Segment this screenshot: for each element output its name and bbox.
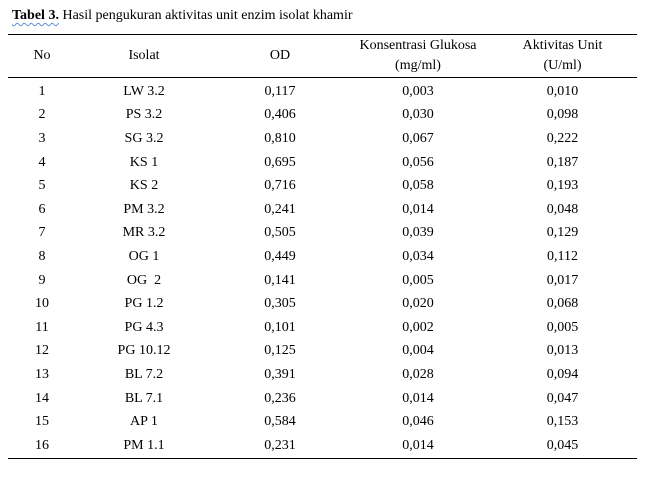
table-row	[8, 387, 637, 411]
cell-aktivitas: 0,010	[546, 83, 579, 99]
cell-od: 0,449	[264, 248, 296, 264]
table-row	[8, 340, 637, 364]
cell-aktivitas: 0,222	[546, 130, 579, 146]
cell-no: 7	[38, 225, 46, 241]
header-aktivitas-line2: (U/ml)	[543, 58, 582, 73]
header-no: No	[8, 35, 76, 78]
cell-glukosa: 0,020	[402, 296, 434, 312]
cell-od: 0,716	[264, 178, 296, 194]
table-row	[8, 410, 637, 434]
cell-glukosa: 0,014	[348, 434, 488, 458]
cell-no: 16	[8, 434, 76, 458]
cell-od: 0,584	[264, 414, 296, 430]
cell-isolat: PG 4.3	[124, 319, 164, 335]
cell-aktivitas: 0,098	[546, 107, 579, 123]
cell-od: 0,505	[264, 225, 296, 241]
cell-aktivitas: 0,047	[546, 390, 579, 406]
cell-glukosa: 0,005	[402, 272, 434, 288]
cell-glukosa: 0,014	[402, 390, 434, 406]
cell-od: 0,241	[264, 201, 296, 217]
cell-no: 10	[35, 296, 49, 312]
cell-glukosa: 0,002	[402, 319, 434, 335]
cell-isolat: LW 3.2	[123, 83, 165, 99]
cell-no: 14	[35, 390, 49, 406]
caption-title: Hasil pengukuran aktivitas unit enzim isolat khamir	[58, 8, 353, 23]
table-row	[8, 245, 637, 269]
cell-od: 0,141	[264, 272, 296, 288]
cell-glukosa: 0,056	[402, 154, 434, 170]
table-row	[8, 174, 637, 198]
cell-no: 6	[38, 201, 46, 217]
cell-aktivitas: 0,045	[488, 434, 637, 458]
cell-aktivitas: 0,094	[546, 366, 579, 382]
cell-aktivitas: 0,048	[546, 201, 579, 217]
table-body	[8, 78, 637, 459]
cell-glukosa: 0,058	[402, 178, 434, 194]
table-row	[8, 363, 637, 387]
cell-aktivitas: 0,068	[546, 296, 579, 312]
cell-no: 4	[38, 154, 46, 170]
cell-no: 13	[35, 366, 49, 382]
cell-od: 0,305	[264, 296, 296, 312]
cell-glukosa: 0,014	[402, 201, 434, 217]
cell-aktivitas: 0,129	[546, 225, 579, 241]
cell-aktivitas: 0,153	[546, 414, 579, 430]
table-row	[8, 151, 637, 175]
cell-aktivitas: 0,013	[546, 343, 579, 359]
cell-no: 3	[38, 130, 46, 146]
cell-od: 0,231	[212, 434, 348, 458]
table-row	[8, 316, 637, 340]
header-glukosa-line2: (mg/ml)	[395, 58, 441, 73]
cell-glukosa: 0,028	[402, 366, 434, 382]
caption-label: Tabel 3.	[12, 8, 59, 23]
cell-glukosa: 0,039	[402, 225, 434, 241]
cell-isolat: KS 1	[129, 154, 159, 170]
cell-od: 0,101	[264, 319, 296, 335]
table-row	[8, 104, 637, 128]
cell-isolat: OG 2	[126, 272, 162, 288]
header-glukosa	[348, 35, 488, 78]
cell-isolat: OG 1	[128, 248, 160, 264]
cell-isolat: PG 10.12	[117, 343, 171, 359]
header-aktivitas-line1: Aktivitas Unit	[522, 38, 603, 53]
cell-od: 0,406	[264, 107, 296, 123]
cell-no: 5	[38, 178, 46, 194]
cell-aktivitas: 0,193	[546, 178, 579, 194]
cell-isolat: MR 3.2	[122, 225, 166, 241]
cell-isolat: BL 7.1	[124, 390, 164, 406]
cell-no: 15	[35, 414, 49, 430]
table-header	[8, 35, 637, 78]
table-caption	[12, 7, 353, 25]
cell-od: 0,125	[264, 343, 296, 359]
cell-no: 1	[38, 83, 46, 99]
cell-no: 9	[38, 272, 46, 288]
cell-isolat: PS 3.2	[125, 107, 163, 123]
cell-no: 12	[35, 343, 49, 359]
cell-isolat: KS 2	[129, 178, 159, 194]
cell-isolat: PG 1.2	[124, 296, 164, 312]
cell-aktivitas: 0,005	[546, 319, 579, 335]
header-isolat: Isolat	[76, 35, 212, 78]
table-row	[8, 269, 637, 293]
cell-no: 11	[35, 319, 49, 335]
header-aktivitas	[488, 35, 637, 78]
cell-glukosa: 0,034	[402, 248, 434, 264]
cell-glukosa: 0,067	[402, 130, 434, 146]
cell-od: 0,810	[264, 130, 296, 146]
cell-od: 0,391	[264, 366, 296, 382]
cell-od: 0,695	[264, 154, 296, 170]
cell-od: 0,236	[264, 390, 296, 406]
cell-isolat: BL 7.2	[124, 366, 164, 382]
cell-aktivitas: 0,017	[546, 272, 579, 288]
cell-no: 8	[38, 248, 46, 264]
cell-glukosa: 0,003	[402, 83, 434, 99]
table-row	[8, 127, 637, 151]
cell-od: 0,117	[264, 83, 296, 99]
cell-isolat: AP 1	[130, 414, 158, 430]
cell-isolat: PM 1.1	[76, 434, 212, 458]
table-row	[8, 78, 637, 104]
table-row	[8, 222, 637, 246]
cell-glukosa: 0,046	[402, 414, 434, 430]
table-row	[8, 198, 637, 222]
cell-glukosa: 0,004	[402, 343, 434, 359]
cell-aktivitas: 0,112	[547, 248, 578, 264]
cell-aktivitas: 0,187	[546, 154, 579, 170]
header-glukosa-line1: Konsentrasi Glukosa	[359, 38, 477, 53]
cell-isolat: SG 3.2	[124, 130, 164, 146]
table-row	[8, 434, 637, 458]
header-od: OD	[212, 35, 348, 78]
enzyme-activity-table	[8, 34, 637, 459]
table-row	[8, 292, 637, 316]
cell-no: 2	[38, 107, 46, 123]
cell-glukosa: 0,030	[402, 107, 434, 123]
cell-isolat: PM 3.2	[123, 201, 165, 217]
